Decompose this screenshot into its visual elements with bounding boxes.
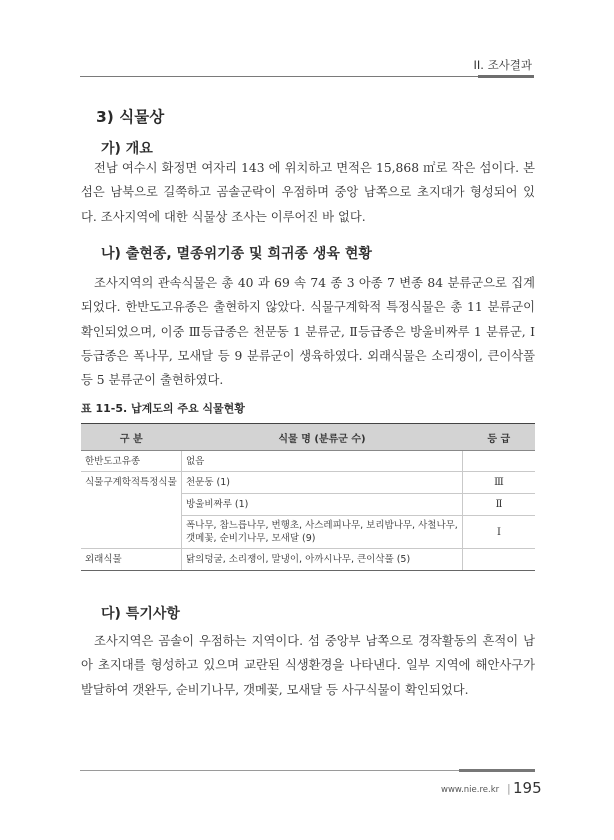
footer-url: www.nie.re.kr: [441, 785, 500, 795]
section-title: 3) 식물상: [96, 108, 165, 126]
species-paragraph: 조사지역의 관속식물은 총 40 과 69 속 74 종 3 아종 7 변종 84 분류군으로 집계되었다. 한반도고유종은 출현하지 않았다. 식물구계학적 특정식물은 총 11 분류군이 확인되었으며, 이중 Ⅲ등급종은 천문동 1 분류군, Ⅱ등급종은 방울비짜루 1 분류군, Ⅰ등급종은 폭나무, 모새달 등 9 분류군이 생육하였다. 외래식물은 소리쟁이, 큰이삭풀 등 5 분류군이 출현하였다.: [81, 276, 535, 388]
plant-status-table: [81, 423, 535, 571]
row-grade: Ⅲ: [463, 472, 536, 494]
remarks-paragraph: 조사지역은 곰솔이 우점하는 지역이다. 섬 중앙부 남쪽으로 경작활동의 흔적이 남아 초지대를 형성하고 있으며 교란된 식생환경을 나타낸다. 일부 지역에 해안사구가 발달하여 갯완두, 순비기나무, 갯메꽃, 모새달 등 사구식물이 확인되었다.: [81, 634, 535, 697]
table-header-row: [81, 424, 535, 451]
row-category-continued: [81, 494, 182, 516]
header-plants: 식물 명 (분류군 수): [182, 424, 463, 451]
table-row: [81, 494, 535, 516]
header-category: 구 분: [81, 424, 182, 451]
subsection-title-remarks: 다) 특기사항: [101, 606, 180, 622]
row-grade: Ⅰ: [463, 516, 536, 549]
row-grade: Ⅱ: [463, 494, 536, 516]
header-accent-bar: [478, 75, 534, 78]
row-category: 한반도고유종: [81, 451, 182, 472]
row-plants: 폭나무, 참느릅나무, 번행초, 사스레피나무, 보리밥나무, 사철나무, 갯메꽃, 순비기나무, 모새달 (9): [182, 516, 463, 549]
table-row: [81, 451, 535, 472]
row-plants: 방울비짜루 (1): [182, 494, 463, 516]
table-row: [81, 516, 535, 549]
row-grade: [463, 549, 536, 571]
row-plants: 없음: [182, 451, 463, 472]
header-grade: 등 급: [463, 424, 536, 451]
table-row: [81, 549, 535, 571]
row-category: 외래식물: [81, 549, 182, 571]
footer-separator: |: [507, 782, 511, 795]
page-number: 195: [513, 779, 542, 797]
row-category-continued: [81, 516, 182, 549]
header-rule: [80, 76, 532, 77]
running-header-section: II. 조사결과: [473, 58, 532, 72]
table-row: [81, 472, 535, 494]
row-category: 식물구계학적특정식물: [81, 472, 182, 494]
row-plants: 닭의덩굴, 소리쟁이, 말냉이, 아까시나무, 큰이삭풀 (5): [182, 549, 463, 571]
overview-paragraph: 전남 여수시 화정면 여자리 143 에 위치하고 면적은 15,868 ㎡로 작은 섬이다. 본 섬은 남북으로 길쭉하고 곰솔군락이 우점하며 중앙 남쪽으로 초지대가 형성되어 있다. 조사지역에 대한 식물상 조사는 이루어진 바 없다.: [81, 161, 535, 224]
row-plants: 천문동 (1): [182, 472, 463, 494]
subsection-title-species: 나) 출현종, 멸종위기종 및 희귀종 생육 현황: [101, 246, 372, 262]
footer-accent-bar: [459, 769, 535, 772]
table-caption: 표 11-5. 납계도의 주요 식물현황: [81, 402, 245, 415]
row-grade: [463, 451, 536, 472]
subsection-title-overview: 가) 개요: [101, 141, 153, 157]
